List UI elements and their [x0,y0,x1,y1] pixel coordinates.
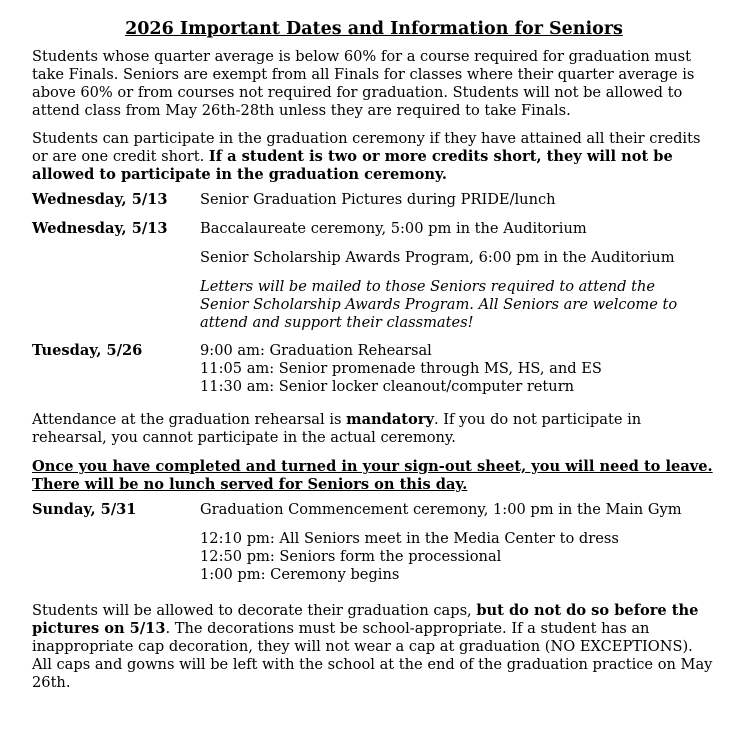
schedule-row-rehearsal [32,342,716,396]
schedule-day: Tuesday, 5/26 [32,342,143,359]
caps-text: Students will be allowed to decorate their graduation caps, [32,602,477,619]
schedule-row-scholarship [32,249,716,267]
schedule-items [200,342,716,396]
schedule-items [200,530,716,584]
list-item: 11:05 am: Senior promenade through MS, HS, and ES [200,360,602,377]
schedule-row-commencement-times [32,530,716,584]
list-item: 9:00 am: Graduation Rehearsal [200,342,432,359]
signout-notice: Once you have completed and turned in your sign-out sheet, you will need to leave. There will be no lunch served for Seniors on this day. [32,458,713,493]
caps-warning: but do not do so before the pictures on 5/13 [32,602,699,637]
list-item: 11:30 am: Senior locker cleanout/computer return [200,378,575,395]
schedule-row-commencement [32,501,716,519]
document-page [32,18,716,702]
schedule-row-pictures [32,191,716,209]
document-title: 2026 Important Dates and Information for Seniors [125,19,623,39]
caps-text-end: . The decorations must be school-appropriate. If a student has an inappropriate cap decoration, they will not wear a cap at graduation (NO EXCEPTIONS). All caps and gowns will be left with the school at the end of the graduation practice on May 26th. [32,620,713,691]
ceremony-eligibility-text: Students can participate in the graduation ceremony if they have attained all their credits or are one credit short. [32,130,701,165]
schedule-description: Baccalaureate ceremony, 5:00 pm in the Auditorium [200,220,587,237]
attendance-text-end: . If you do not participate in rehearsal, you cannot participate in the actual ceremony. [32,411,642,446]
schedule-row-baccalaureate [32,220,716,238]
schedule-description: Senior Graduation Pictures during PRIDE/lunch [200,191,556,208]
finals-paragraph: Students whose quarter average is below 60% for a course required for graduation must take Finals. Seniors are exempt from all Finals for classes where their quarter average is above 60% or from courses not required for graduation. Students will not be allowed to attend class from May 26th-28th unless they are required to take Finals. [32,48,695,119]
ceremony-eligibility-paragraph [32,130,716,184]
list-item: 1:00 pm: Ceremony begins [200,566,400,583]
list-item: 12:50 pm: Seniors form the processional [200,548,502,565]
schedule-row-letters-note [32,278,716,332]
ceremony-eligibility-warning: If a student is two or more credits short, they will not be allowed to participate in the graduation ceremony. [32,148,673,183]
letters-note: Letters will be mailed to those Seniors required to attend the Senior Scholarship Awards Program. All Seniors are welcome to attend and support their classmates! [200,278,678,331]
attendance-paragraph [32,411,716,447]
list-item: 12:10 pm: All Seniors meet in the Media Center to dress [200,530,619,547]
mandatory-text: mandatory [346,411,434,428]
schedule-day: Sunday, 5/31 [32,501,137,518]
schedule-day: Wednesday, 5/13 [32,191,168,208]
schedule-description: Graduation Commencement ceremony, 1:00 pm in the Main Gym [200,501,682,518]
caps-paragraph [32,602,716,692]
schedule-day: Wednesday, 5/13 [32,220,168,237]
attendance-text: Attendance at the graduation rehearsal is [32,411,347,428]
schedule-description: Senior Scholarship Awards Program, 6:00 pm in the Auditorium [200,249,675,266]
